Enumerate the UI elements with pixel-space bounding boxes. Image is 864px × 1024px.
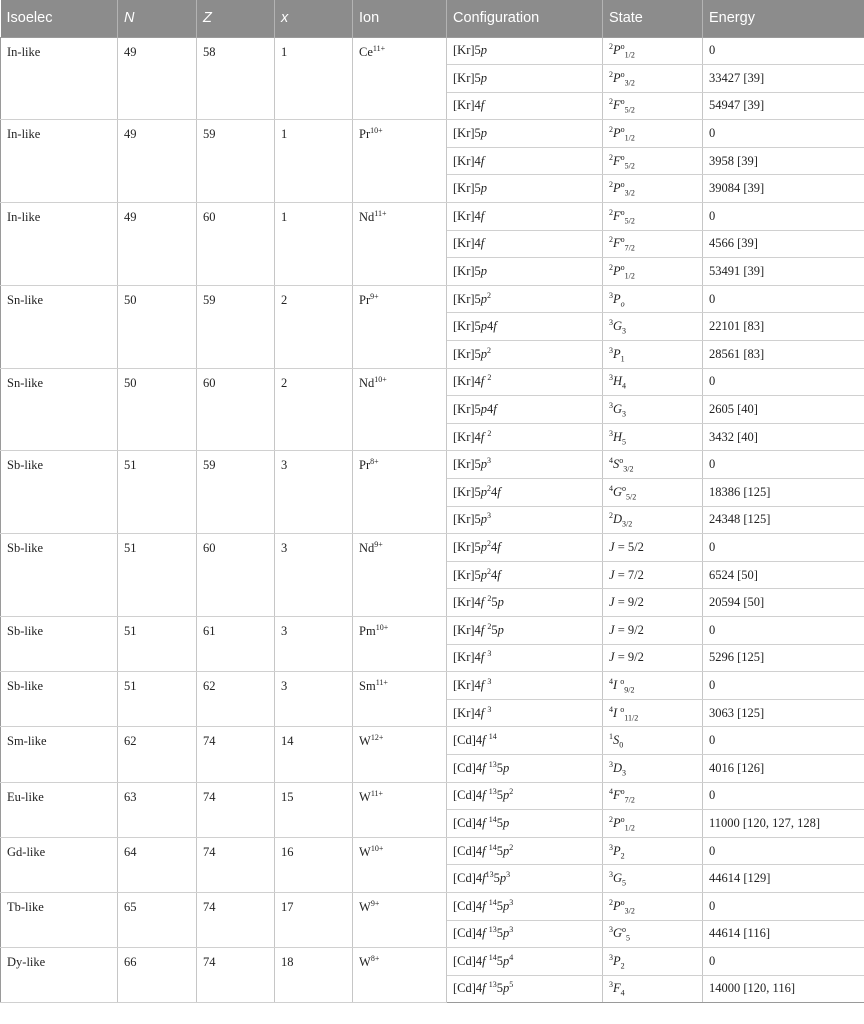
- x-cell: 15: [275, 782, 353, 837]
- state-cell: $^2F^o_{7/2}$: [603, 230, 703, 258]
- x-cell: 3: [275, 451, 353, 534]
- configuration-cell: [Kr]4f: [447, 203, 603, 231]
- energy-cell: 0: [703, 203, 864, 231]
- configuration-cell: [Kr]5p: [447, 120, 603, 148]
- energy-cell: 18386 [125]: [703, 479, 864, 507]
- state-cell: $^3F_4$: [603, 975, 703, 1003]
- ion-cell: $W^{11+}$: [353, 782, 447, 837]
- ion-cell: $Pr^{10+}$: [353, 120, 447, 203]
- configuration-cell: [Cd]4f $^{14}5p^2$: [447, 837, 603, 865]
- ion-cell: $W^{10+}$: [353, 837, 447, 892]
- configuration-cell: [Kr]5p4f: [447, 313, 603, 341]
- state-cell: $^3P_2$: [603, 948, 703, 976]
- table-row: [1, 672, 864, 700]
- state-cell: $^2D_{3/2}$: [603, 506, 703, 534]
- header-row: [1, 0, 864, 37]
- energy-cell: 4566 [39]: [703, 230, 864, 258]
- state-cell: $^2F^o_{5/2}$: [603, 147, 703, 175]
- state-cell: $^4$I $^o_{11/2}$: [603, 699, 703, 727]
- configuration-cell: [Kr]4f $^2$5p: [447, 616, 603, 644]
- isoelec-cell: In-like: [1, 120, 118, 203]
- configuration-cell: [Cd]4f $^{14}$: [447, 727, 603, 755]
- isoelec-cell: Sb-like: [1, 616, 118, 671]
- x-cell: 14: [275, 727, 353, 782]
- isoelec-cell: Sm-like: [1, 727, 118, 782]
- configuration-cell: $[Kr]5p^2$: [447, 341, 603, 369]
- x-cell: 1: [275, 120, 353, 203]
- state-cell: $^2P^o_{3/2}$: [603, 65, 703, 93]
- configuration-cell: $[Kr]5p^24f$: [447, 561, 603, 589]
- n-cell: 51: [118, 451, 197, 534]
- z-cell: 62: [197, 672, 275, 727]
- table-header: [1, 0, 864, 37]
- state-cell: $^2P^o_{3/2}$: [603, 892, 703, 920]
- table-row: [1, 120, 864, 148]
- state-cell: J = 7/2: [603, 561, 703, 589]
- state-cell: $^3H_4$: [603, 368, 703, 396]
- x-cell: 1: [275, 203, 353, 286]
- energy-cell: 22101 [83]: [703, 313, 864, 341]
- state-cell: $^2F^o_{5/2}$: [603, 92, 703, 120]
- energy-cell: 39084 [39]: [703, 175, 864, 203]
- configuration-cell: [Cd]4f $^{14}$5p: [447, 810, 603, 838]
- state-cell: J = 9/2: [603, 644, 703, 672]
- state-cell: $^1S_0$: [603, 727, 703, 755]
- energy-cell: 0: [703, 727, 864, 755]
- isoelec-cell: In-like: [1, 37, 118, 120]
- state-cell: $^3P_2$: [603, 837, 703, 865]
- isoelec-cell: Sb-like: [1, 451, 118, 534]
- state-cell: $^3G_5$: [603, 865, 703, 893]
- state-cell: $^4S^o_{3/2}$: [603, 451, 703, 479]
- header-configuration: Configuration: [447, 0, 603, 37]
- n-cell: 51: [118, 534, 197, 617]
- z-cell: 59: [197, 451, 275, 534]
- z-cell: 60: [197, 368, 275, 451]
- configuration-cell: $[Kr]5p^24f$: [447, 534, 603, 562]
- ion-cell: $Pr^{8+}$: [353, 451, 447, 534]
- configuration-cell: $[Cd]4f^{13}5p^3$: [447, 865, 603, 893]
- energy-cell: 44614 [116]: [703, 920, 864, 948]
- ion-cell: $Nd^{9+}$: [353, 534, 447, 617]
- table-row: [1, 948, 864, 976]
- x-cell: 3: [275, 672, 353, 727]
- energy-cell: 0: [703, 534, 864, 562]
- state-cell: $^3G_3$: [603, 313, 703, 341]
- state-cell: $^2P^o_{1/2}$: [603, 120, 703, 148]
- energy-cell: 0: [703, 37, 864, 65]
- state-cell: $^2P^o_{1/2}$: [603, 258, 703, 286]
- n-cell: 65: [118, 892, 197, 947]
- isoelec-cell: In-like: [1, 203, 118, 286]
- configuration-cell: $[Kr]5p^2$: [447, 285, 603, 313]
- state-cell: $^3G^o_5$: [603, 920, 703, 948]
- isoelec-cell: Eu-like: [1, 782, 118, 837]
- isoelec-cell: Dy-like: [1, 948, 118, 1003]
- z-cell: 74: [197, 948, 275, 1003]
- isoelec-cell: Gd-like: [1, 837, 118, 892]
- energy-cell: 2605 [40]: [703, 396, 864, 424]
- n-cell: 50: [118, 285, 197, 368]
- energy-cell: 14000 [120, 116]: [703, 975, 864, 1003]
- n-cell: 64: [118, 837, 197, 892]
- configuration-cell: [Kr]4f $^2$5p: [447, 589, 603, 617]
- state-cell: J = 9/2: [603, 589, 703, 617]
- header-isoelec: Isoelec: [6, 10, 53, 27]
- configuration-cell: [Kr]4f $^3$: [447, 644, 603, 672]
- header-x: x: [275, 0, 353, 37]
- configuration-cell: [Cd]4f $^{14}5p^3$: [447, 892, 603, 920]
- energy-cell: 24348 [125]: [703, 506, 864, 534]
- ion-cell: $Pm^{10+}$: [353, 616, 447, 671]
- energy-cell: 5296 [125]: [703, 644, 864, 672]
- energy-cell: 0: [703, 451, 864, 479]
- n-cell: 51: [118, 672, 197, 727]
- energy-cell: 0: [703, 120, 864, 148]
- n-cell: 66: [118, 948, 197, 1003]
- table-row: [1, 368, 864, 396]
- x-cell: 18: [275, 948, 353, 1003]
- energy-cell: 20594 [50]: [703, 589, 864, 617]
- configuration-cell: [Kr]5p: [447, 37, 603, 65]
- energy-cell: 0: [703, 948, 864, 976]
- z-cell: 74: [197, 782, 275, 837]
- ion-cell: $W^{9+}$: [353, 892, 447, 947]
- state-cell: $^4F^o_{7/2}$: [603, 782, 703, 810]
- z-cell: 60: [197, 203, 275, 286]
- state-cell: $^2P^o_{1/2}$: [603, 810, 703, 838]
- n-cell: 49: [118, 203, 197, 286]
- table-row: [1, 837, 864, 865]
- table-row: [1, 451, 864, 479]
- state-cell: J = 9/2: [603, 616, 703, 644]
- energy-cell: 33427 [39]: [703, 65, 864, 93]
- configuration-cell: [Kr]4f: [447, 147, 603, 175]
- state-cell: $^4$I $^o_{9/2}$: [603, 672, 703, 700]
- state-cell: $^3P_o$: [603, 285, 703, 313]
- z-cell: 74: [197, 837, 275, 892]
- z-cell: 61: [197, 616, 275, 671]
- configuration-cell: [Kr]5p: [447, 175, 603, 203]
- energy-cell: 0: [703, 616, 864, 644]
- configuration-cell: [Cd]4f $^{13}5p^5$: [447, 975, 603, 1003]
- x-cell: 2: [275, 368, 353, 451]
- energy-cell: 3063 [125]: [703, 699, 864, 727]
- state-cell: J = 5/2: [603, 534, 703, 562]
- table-row: [1, 534, 864, 562]
- isoelec-cell: Sn-like: [1, 368, 118, 451]
- state-cell: $^3G_3$: [603, 396, 703, 424]
- z-cell: 59: [197, 120, 275, 203]
- z-cell: 58: [197, 37, 275, 120]
- state-cell: $^3P_1$: [603, 341, 703, 369]
- energy-cell: 53491 [39]: [703, 258, 864, 286]
- energy-cell: 0: [703, 672, 864, 700]
- energy-cell: 44614 [129]: [703, 865, 864, 893]
- x-cell: 2: [275, 285, 353, 368]
- ion-cell: $W^{8+}$: [353, 948, 447, 1003]
- energy-cell: 0: [703, 892, 864, 920]
- configuration-cell: $[Kr]5p^3$: [447, 506, 603, 534]
- energy-cell: 0: [703, 837, 864, 865]
- n-cell: 51: [118, 616, 197, 671]
- header-energy: Energy: [703, 0, 864, 37]
- configuration-cell: [Cd]4f $^{14}5p^4$: [447, 948, 603, 976]
- ion-cell: $Nd^{10+}$: [353, 368, 447, 451]
- x-cell: 3: [275, 534, 353, 617]
- x-cell: 16: [275, 837, 353, 892]
- ion-cell: $Nd^{11+}$: [353, 203, 447, 286]
- configuration-cell: [Kr]4f: [447, 92, 603, 120]
- energy-cell: 3958 [39]: [703, 147, 864, 175]
- header-n: N: [118, 0, 197, 37]
- configuration-cell: [Kr]4f $^3$: [447, 699, 603, 727]
- table-row: [1, 782, 864, 810]
- energy-cell: 0: [703, 285, 864, 313]
- table-row: [1, 727, 864, 755]
- configuration-cell: [Kr]5p4f: [447, 396, 603, 424]
- energy-cell: 54947 [39]: [703, 92, 864, 120]
- state-cell: $^2F^o_{5/2}$: [603, 203, 703, 231]
- configuration-cell: [Kr]5p: [447, 258, 603, 286]
- n-cell: 62: [118, 727, 197, 782]
- energy-cell: 3432 [40]: [703, 423, 864, 451]
- x-cell: 17: [275, 892, 353, 947]
- z-cell: 60: [197, 534, 275, 617]
- configuration-cell: [Kr]4f: [447, 230, 603, 258]
- energy-cell: 0: [703, 782, 864, 810]
- state-cell: $^2P^o_{1/2}$: [603, 37, 703, 65]
- header-ion: Ion: [353, 0, 447, 37]
- configuration-cell: [Cd]4f $^{13}5p^3$: [447, 920, 603, 948]
- table-row: [1, 203, 864, 231]
- x-cell: 1: [275, 37, 353, 120]
- table-row: [1, 616, 864, 644]
- ion-cell: $Pr^{9+}$: [353, 285, 447, 368]
- energy-cell: 11000 [120, 127, 128]: [703, 810, 864, 838]
- state-cell: $^3D_3$: [603, 754, 703, 782]
- configuration-cell: [Cd]4f $^{13}$5p: [447, 754, 603, 782]
- x-cell: 3: [275, 616, 353, 671]
- energy-cell: 6524 [50]: [703, 561, 864, 589]
- n-cell: 63: [118, 782, 197, 837]
- configuration-cell: [Cd]4f $^{13}5p^2$: [447, 782, 603, 810]
- ion-cell: $Sm^{11+}$: [353, 672, 447, 727]
- z-cell: 59: [197, 285, 275, 368]
- configuration-cell: [Kr]5p: [447, 65, 603, 93]
- n-cell: 49: [118, 120, 197, 203]
- configuration-cell: $[Kr]5p^24f$: [447, 479, 603, 507]
- z-cell: 74: [197, 727, 275, 782]
- energy-cell: 4016 [126]: [703, 754, 864, 782]
- configuration-cell: [Kr]4f $^2$: [447, 423, 603, 451]
- table-body: [1, 37, 864, 1003]
- z-cell: 74: [197, 892, 275, 947]
- ion-cell: $W^{12+}$: [353, 727, 447, 782]
- isoelec-cell: Sb-like: [1, 534, 118, 617]
- n-cell: 49: [118, 37, 197, 120]
- table-row: [1, 892, 864, 920]
- configuration-cell: [Kr]4f $^2$: [447, 368, 603, 396]
- isoelec-cell: Tb-like: [1, 892, 118, 947]
- energy-cell: 28561 [83]: [703, 341, 864, 369]
- isoelec-cell: Sn-like: [1, 285, 118, 368]
- configuration-cell: $[Kr]5p^3$: [447, 451, 603, 479]
- state-cell: $^3H_5$: [603, 423, 703, 451]
- header-z: Z: [197, 0, 275, 37]
- energy-cell: 0: [703, 368, 864, 396]
- isoelec-cell: Sb-like: [1, 672, 118, 727]
- state-cell: $^4G^o_{5/2}$: [603, 479, 703, 507]
- n-cell: 50: [118, 368, 197, 451]
- header-state: State: [603, 0, 703, 37]
- ion-cell: $Ce^{11+}$: [353, 37, 447, 120]
- configuration-cell: [Kr]4f $^3$: [447, 672, 603, 700]
- table-row: [1, 37, 864, 65]
- state-cell: $^2P^o_{3/2}$: [603, 175, 703, 203]
- table-row: [1, 285, 864, 313]
